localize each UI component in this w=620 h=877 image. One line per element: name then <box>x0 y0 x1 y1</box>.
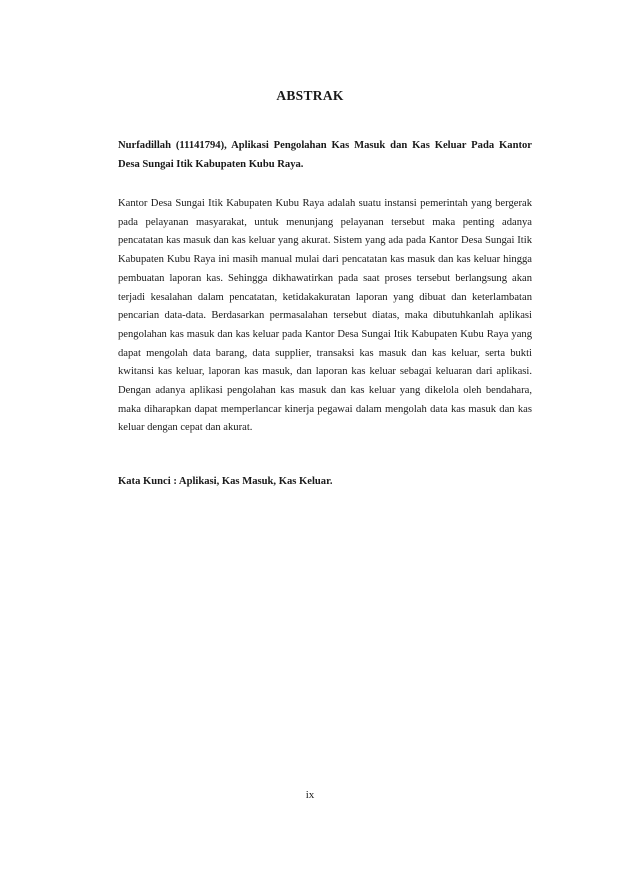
page-title: ABSTRAK <box>276 88 344 103</box>
abstract-body: Kantor Desa Sungai Itik Kabupaten Kubu Raya adalah suatu instansi pemerintah yang bergerak pada pelayanan masyarakat, untuk menunjang pelayanan tersebut maka penting adanya pencatatan kas masuk dan kas keluar yang akurat. Sistem yang ada pada Kantor Desa Sungai Itik Kabupaten Kubu Raya ini masih manual mulai dari pencatatan kas masuk dan kas keluar hingga pembuatan laporan kas. Sehingga dikhawatirkan pada saat proses tersebut berlangsung akan terjadi kesalahan dalam pencatatan, ketidakakuratan laporan yang dibuat dan keterlambatan pencarian data-data. Berdasarkan permasalahan tersebut diatas, maka dibutuhkanlah aplikasi pengolahan kas masuk dan kas keluar pada Kantor Desa Sungai Itik Kabupaten Kubu Raya yang dapat mengolah data barang, data supplier, transaksi kas masuk dan kas keluar, serta bukti kwitansi kas keluar, laporan kas masuk, dan laporan kas keluar sebagai keluaran dari aplikasi. Dengan adanya aplikasi pengolahan kas masuk dan kas keluar yang dikelola oleh bendahara, maka diharapkan dapat memperlancar kinerja pegawai dalam mengolah data kas masuk dan kas keluar dengan cepat dan akurat. <box>118 198 532 434</box>
author-title-line: Nurfadillah (11141794), Aplikasi Pengolahan Kas Masuk dan Kas Keluar Pada Kantor Desa Sungai Itik Kabupaten Kubu Raya. <box>118 140 532 170</box>
page-number: ix <box>305 789 315 801</box>
keywords-line: Kata Kunci : Aplikasi, Kas Masuk, Kas Keluar. <box>118 476 333 487</box>
